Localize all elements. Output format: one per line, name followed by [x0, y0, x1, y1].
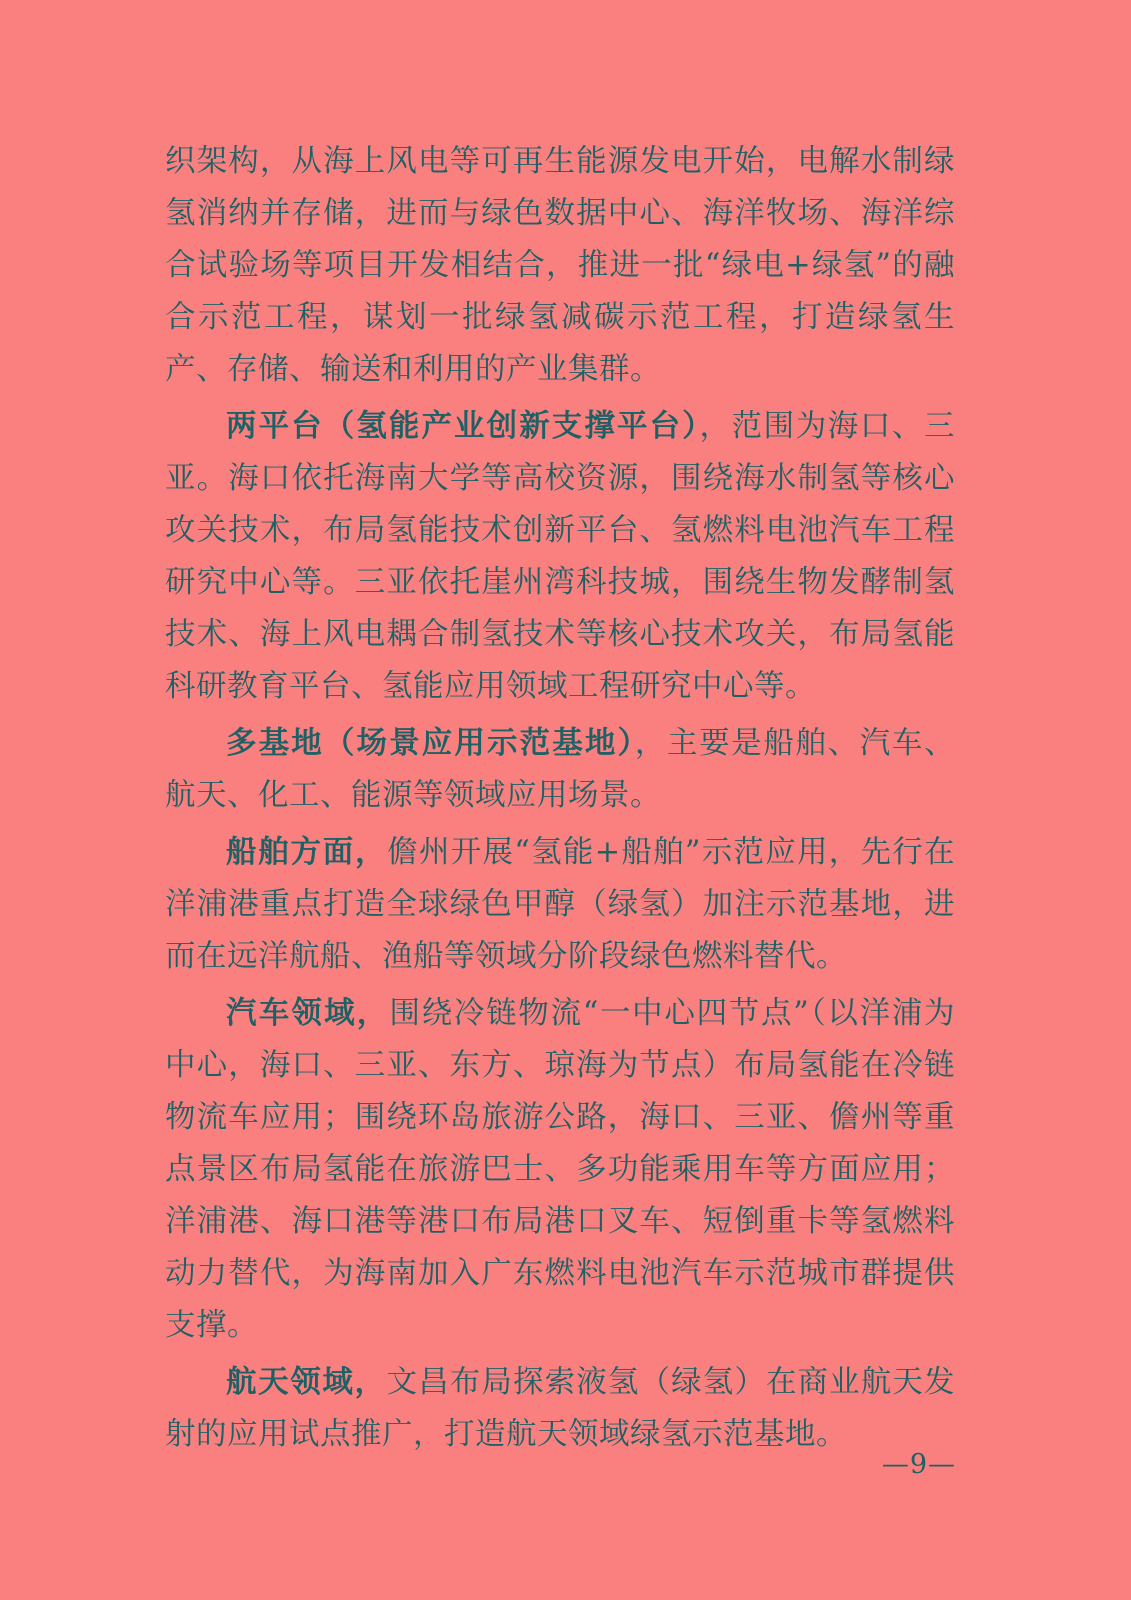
page-body — [165, 136, 955, 1465]
paragraph-4-text: 儋州开展“氢能+船舶”示范应用，先行在洋浦港重点打造全球绿色甲醇（绿氢）加注示范基地，进而在远洋航船、渔船等领域分阶段绿色燃料替代。 — [165, 835, 955, 974]
paragraph-4-lead: 船舶方面， — [226, 834, 388, 870]
paragraph-6-text: 文昌布局探索液氢（绿氢）在商业航天发射的应用试点推广，打造航天领域绿氢示范基地。 — [165, 1365, 956, 1452]
paragraph-2 — [165, 400, 955, 713]
paragraph-2-text: ，范围为海口、三亚。海口依托海南大学等高校资源，围绕海水制氢等核心攻关技术，布局氢能技术创新平台、氢燃料电池汽车工程研究中心等。三亚依托崖州湾科技城，围绕生物发酵制氢技术、海上风电耦合制氢技术等核心技术攻关，布局氢能科研教育平台、氢能应用领域工程研究中心等。 — [165, 409, 956, 704]
paragraph-5 — [165, 987, 955, 1352]
paragraph-3-lead: 多基地（场景应用示范基地） — [226, 725, 635, 761]
paragraph-6-lead: 航天领域， — [226, 1364, 387, 1400]
paragraph-5-text: 围绕冷链物流“一中心四节点”（以洋浦为中心，海口、三亚、东方、琼海为节点）布局氢能在冷链物流车应用；围绕环岛旅游公路，海口、三亚、儋州等重点景区布局氢能在旅游巴士、多功能乘用车等方面应用；洋浦港、海口港等港口布局港口叉车、短倒重卡等氢燃料动力替代，为海南加入广东燃料电池汽车示范城市群提供支撑。 — [165, 996, 956, 1343]
paragraph-3-text: ，主要是船舶、汽车、航天、化工、能源等领域应用场景。 — [165, 726, 955, 813]
paragraph-4 — [165, 826, 955, 983]
page-number: —9— — [881, 1449, 956, 1480]
paragraph-6 — [165, 1356, 955, 1461]
paragraph-2-lead: 两平台（氢能产业创新支撑平台） — [226, 408, 700, 444]
paragraph-1 — [165, 136, 955, 396]
paragraph-3 — [165, 717, 955, 822]
paragraph-1-text: 织架构，从海上风电等可再生能源发电开始，电解水制绿氢消纳并存储，进而与绿色数据中心、海洋牧场、海洋综合试验场等项目开发相结合，推进一批“绿电+绿氢”的融合示范工程，谋划一批绿氢减碳示范工程，打造绿氢生产、存储、输送和利用的产业集群。 — [165, 144, 955, 387]
paragraph-5-lead: 汽车领域， — [226, 995, 390, 1031]
